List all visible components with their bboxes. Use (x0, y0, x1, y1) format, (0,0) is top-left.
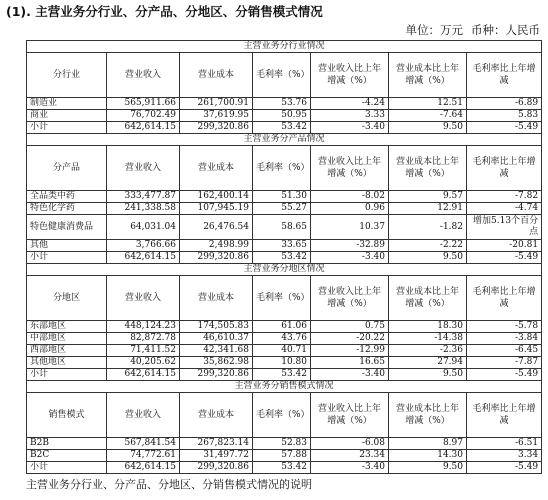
table-cell: 53.76 (253, 98, 311, 110)
table-cell: 74,772.61 (107, 450, 180, 462)
table-cell: -1.82 (389, 215, 467, 240)
table-cell: 333,477.87 (107, 191, 180, 203)
table-cell: 9.50 (389, 122, 467, 134)
section-heading: (1). 主营业务分行业、分产品、分地区、分销售模式情况 (6, 4, 323, 19)
row-label: 西部地区 (27, 345, 107, 357)
table-row (27, 110, 542, 122)
table-row (27, 357, 542, 369)
table-cell: 71,411.52 (107, 345, 180, 357)
unit-label: 单位：万元 (405, 23, 463, 37)
section-title-row (27, 381, 542, 393)
table-cell: -12.99 (311, 345, 389, 357)
table-cell: -6.08 (311, 438, 389, 450)
table-row (27, 369, 542, 381)
table-cell: -20.81 (467, 240, 542, 252)
column-header: 营业成本 (180, 53, 253, 98)
table-cell: 565,911.66 (107, 98, 180, 110)
footer-note: 主营业务分行业、分产品、分地区、分销售模式情况的说明 (26, 478, 312, 491)
row-label: B2B (27, 438, 107, 450)
row-label: 其他 (27, 240, 107, 252)
table-cell: -3.84 (467, 333, 542, 345)
table-cell: 567,841.54 (107, 438, 180, 450)
column-header: 分地区 (27, 276, 107, 321)
table-cell: -3.40 (311, 369, 389, 381)
table-cell: 299,320.86 (180, 122, 253, 134)
table-cell: 40,205.62 (107, 357, 180, 369)
table-cell: 53.42 (253, 122, 311, 134)
table-cell: -5.49 (467, 122, 542, 134)
table-cell: -6.89 (467, 98, 542, 110)
column-header: 营业收入比上年增减（%） (311, 276, 389, 321)
table-cell: 42,341.68 (180, 345, 253, 357)
row-label: 小计 (27, 369, 107, 381)
header-row (27, 53, 542, 98)
table-cell: 76,702.49 (107, 110, 180, 122)
table-cell: -4.74 (467, 203, 542, 215)
table-cell: 174,505.83 (180, 321, 253, 333)
column-header: 营业成本 (180, 393, 253, 438)
table-cell: -8.02 (311, 191, 389, 203)
table-cell: -3.40 (311, 252, 389, 264)
table-cell: 53.42 (253, 462, 311, 474)
table-row (27, 438, 542, 450)
table-row (27, 345, 542, 357)
table-cell: 3,766.66 (107, 240, 180, 252)
column-header: 营业成本 (180, 146, 253, 191)
column-header: 营业收入 (107, 393, 180, 438)
table-cell: -2.36 (389, 345, 467, 357)
column-header: 营业收入比上年增减（%） (311, 393, 389, 438)
row-label: 小计 (27, 462, 107, 474)
row-label: 商业 (27, 110, 107, 122)
table-cell: -5.49 (467, 462, 542, 474)
column-header: 营业收入 (107, 276, 180, 321)
table-cell: 162,400.14 (180, 191, 253, 203)
table-cell: 50.95 (253, 110, 311, 122)
table-row (27, 122, 542, 134)
table-cell: 23.34 (311, 450, 389, 462)
currency-label: 币种：人民币 (471, 23, 540, 37)
table-cell: 46,610.37 (180, 333, 253, 345)
table-cell: 299,320.86 (180, 462, 253, 474)
header-row (27, 146, 542, 191)
table-cell: 642,614.15 (107, 462, 180, 474)
column-header: 毛利率（%） (253, 393, 311, 438)
main-business-table (26, 40, 542, 474)
table-cell: 3.34 (467, 450, 542, 462)
table-cell: 55.27 (253, 203, 311, 215)
section-title: 主营业务分产品情况 (27, 134, 542, 146)
column-header: 毛利率比上年增减 (467, 53, 542, 98)
table-cell: 53.42 (253, 369, 311, 381)
table-row (27, 450, 542, 462)
table-cell: -14.38 (389, 333, 467, 345)
table-cell: -2.22 (389, 240, 467, 252)
table-cell: -3.40 (311, 462, 389, 474)
table-row (27, 252, 542, 264)
table-cell: 27.94 (389, 357, 467, 369)
table-cell: 5.83 (467, 110, 542, 122)
table-cell: -4.24 (311, 98, 389, 110)
table-cell: 18.30 (389, 321, 467, 333)
column-header: 营业成本比上年增减（%） (389, 276, 467, 321)
row-label: 东部地区 (27, 321, 107, 333)
column-header: 营业收入 (107, 146, 180, 191)
table-cell: 16.65 (311, 357, 389, 369)
header-row (27, 276, 542, 321)
table-cell: -7.87 (467, 357, 542, 369)
unit-line (406, 22, 541, 38)
table-cell: 8.97 (389, 438, 467, 450)
table-cell: -7.64 (389, 110, 467, 122)
table-cell: 3.33 (311, 110, 389, 122)
header-row (27, 393, 542, 438)
row-label: 全品类中药 (27, 191, 107, 203)
table-cell: -5.49 (467, 369, 542, 381)
column-header: 毛利率比上年增减 (467, 146, 542, 191)
table-cell: -5.49 (467, 252, 542, 264)
table-cell: -5.78 (467, 321, 542, 333)
table-cell: 0.96 (311, 203, 389, 215)
table-cell: 53.42 (253, 252, 311, 264)
table-cell: -6.45 (467, 345, 542, 357)
table-cell: 642,614.15 (107, 122, 180, 134)
column-header: 毛利率（%） (253, 53, 311, 98)
table-cell: 10.37 (311, 215, 389, 240)
column-header: 分行业 (27, 53, 107, 98)
row-label: 其他地区 (27, 357, 107, 369)
table-row (27, 215, 542, 240)
table-cell: 51.30 (253, 191, 311, 203)
section-title-row (27, 41, 542, 53)
table-cell: 9.50 (389, 462, 467, 474)
table-cell: 33.65 (253, 240, 311, 252)
row-label: 特色健康消费品 (27, 215, 107, 240)
column-header: 营业成本 (180, 276, 253, 321)
table-cell: 642,614.15 (107, 369, 180, 381)
section-title: 主营业务分销售模式情况 (27, 381, 542, 393)
row-label: 小计 (27, 252, 107, 264)
table-cell: -20.22 (311, 333, 389, 345)
column-header: 毛利率比上年增减 (467, 276, 542, 321)
section-title-row (27, 134, 542, 146)
table-cell: -7.82 (467, 191, 542, 203)
table-cell: 64,031.04 (107, 215, 180, 240)
table-cell: 14.30 (389, 450, 467, 462)
table-cell: 0.75 (311, 321, 389, 333)
column-header: 营业成本比上年增减（%） (389, 393, 467, 438)
section-title: 主营业务分地区情况 (27, 264, 542, 276)
table-cell: 241,338.58 (107, 203, 180, 215)
table-cell: 61.06 (253, 321, 311, 333)
table-cell: 267,823.14 (180, 438, 253, 450)
row-label: 特色化学药 (27, 203, 107, 215)
table-row (27, 240, 542, 252)
table-row (27, 333, 542, 345)
section-title: 主营业务分行业情况 (27, 41, 542, 53)
column-header: 营业收入 (107, 53, 180, 98)
table-cell: 58.65 (253, 215, 311, 240)
column-header: 营业收入比上年增减（%） (311, 146, 389, 191)
table-cell: -3.40 (311, 122, 389, 134)
table-row (27, 462, 542, 474)
table-cell: -32.89 (311, 240, 389, 252)
table-cell: 26,476.54 (180, 215, 253, 240)
column-header: 营业成本比上年增减（%） (389, 53, 467, 98)
table-row (27, 98, 542, 110)
table-cell: 2,498.99 (180, 240, 253, 252)
table-cell: -6.51 (467, 438, 542, 450)
section-title-row (27, 264, 542, 276)
row-label: 中部地区 (27, 333, 107, 345)
column-header: 销售模式 (27, 393, 107, 438)
table-cell: 37,619.95 (180, 110, 253, 122)
row-label: B2C (27, 450, 107, 462)
table-cell: 9.50 (389, 252, 467, 264)
table-cell: 35,862.98 (180, 357, 253, 369)
table-cell: 299,320.86 (180, 252, 253, 264)
table-cell: 261,700.91 (180, 98, 253, 110)
column-header: 营业收入比上年增减（%） (311, 53, 389, 98)
table-cell: 31,497.72 (180, 450, 253, 462)
row-label: 小计 (27, 122, 107, 134)
table-cell: 448,124.23 (107, 321, 180, 333)
table-cell: 52.83 (253, 438, 311, 450)
table-row (27, 321, 542, 333)
row-label: 制造业 (27, 98, 107, 110)
table-cell: 10.80 (253, 357, 311, 369)
column-header: 营业成本比上年增减（%） (389, 146, 467, 191)
table-cell: 40.71 (253, 345, 311, 357)
table-row (27, 203, 542, 215)
table-cell: 107,945.19 (180, 203, 253, 215)
table-cell: 12.51 (389, 98, 467, 110)
table-row (27, 191, 542, 203)
table-cell: 9.50 (389, 369, 467, 381)
table-cell: 12.91 (389, 203, 467, 215)
column-header: 分产品 (27, 146, 107, 191)
table-cell: 增加5.13个百分点 (467, 215, 542, 240)
column-header: 毛利率（%） (253, 276, 311, 321)
column-header: 毛利率比上年增减 (467, 393, 542, 438)
table-cell: 43.76 (253, 333, 311, 345)
table-cell: 57.88 (253, 450, 311, 462)
column-header: 毛利率（%） (253, 146, 311, 191)
table-cell: 82,872.78 (107, 333, 180, 345)
table-cell: 299,320.86 (180, 369, 253, 381)
table-cell: 9.57 (389, 191, 467, 203)
table-cell: 642,614.15 (107, 252, 180, 264)
